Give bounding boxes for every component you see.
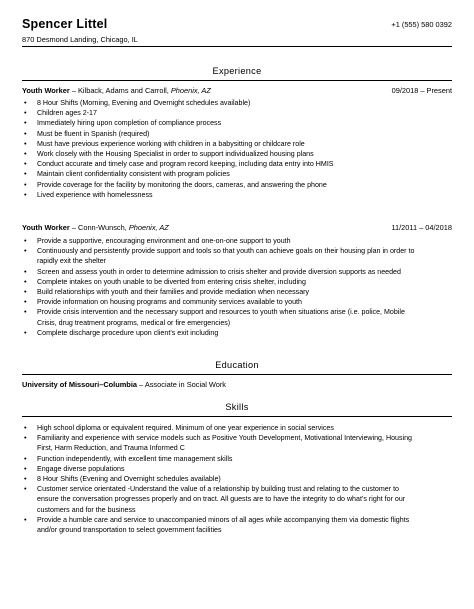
list-item: • 8 Hour Shifts (Morning, Evening and Overnight schedules available) (22, 98, 420, 108)
job-separator: – (69, 223, 78, 232)
list-item: • Function independently, with excellent time management skills (22, 454, 420, 464)
job-header (22, 86, 452, 96)
job-company: Conn-Wunsch, (78, 223, 129, 232)
list-item: • Complete intakes on youth unable to be diverted from entering crisis shelter, including (22, 277, 420, 287)
header-divider (22, 46, 452, 47)
job-location: Phoenix, AZ (128, 223, 169, 232)
job-title: Youth Worker (22, 86, 70, 95)
list-item: • Complete discharge procedure upon client’s exit including (22, 328, 420, 338)
list-item: • Provide a humble care and service to unaccompanied minors of all ages while accompanying them via domestic flights and/or ground transportation to select government facilities (22, 515, 420, 535)
job-company: Kilback, Adams and Carroll, (78, 86, 171, 95)
list-item: • Conduct accurate and timely case and program record keeping, including data entry into HMIS (22, 159, 420, 169)
list-item: • Build relationships with youth and their families and provide mediation when necessary (22, 287, 420, 297)
list-item: • Children ages 2-17 (22, 108, 420, 118)
job-bullet-list (22, 236, 420, 338)
list-item: • Maintain client confidentiality consistent with program policies (22, 169, 420, 179)
education-heading: Education (215, 360, 259, 370)
list-item: • Lived experience with homelessness (22, 190, 420, 200)
education-degree: Associate in Social Work (144, 380, 227, 389)
job-separator: – (69, 86, 78, 95)
job-dates: 11/2011 – 04/2018 (391, 223, 452, 232)
list-item: • Familiarity and experience with service models such as Positive Youth Development, Motivational Interviewing, Housing First, Harm Reduction, and Trauma Informed C (22, 433, 420, 453)
skills-divider (22, 416, 452, 417)
list-item: • Continuously and persistently provide support and tools so that youth can achieve goals on their housing plan in order to rapidly exit the shelter (22, 246, 420, 266)
list-item: • 8 Hour Shifts (Evening and Overnight schedules available) (22, 474, 420, 484)
education-school: University of Missouri–Columbia (22, 380, 137, 389)
job-header (22, 223, 452, 233)
education-divider (22, 374, 452, 375)
list-item: • Must be fluent in Spanish (required) (22, 129, 420, 139)
job-location: Phoenix, AZ (170, 86, 211, 95)
list-item: • Provide a supportive, encouraging environment and one-on-one support to youth (22, 236, 420, 246)
list-item: • Immediately hiring upon completion of compliance process (22, 118, 420, 128)
list-item: • Provide coverage for the facility by monitoring the doors, cameras, and answering the phone (22, 180, 420, 190)
list-item: • Provide crisis intervention and the necessary support and resources to youth when situations arise (i.e. police, Mobile Crisis, drug treatment programs, medical or fire emergencies) (22, 307, 420, 327)
skills-heading: Skills (225, 402, 249, 412)
list-item: • Engage diverse populations (22, 464, 420, 474)
list-item: • High school diploma or equivalent required. Minimum of one year experience in social services (22, 423, 420, 433)
job-title: Youth Worker (22, 223, 70, 232)
experience-heading: Experience (212, 66, 262, 76)
experience-divider (22, 80, 452, 81)
list-item: • Customer service orientated -Understand the value of a relationship by building trust and relating to the customer to ensure the conversation progresses properly and on tract. All guests are to have the integrity to do what’s right for our customers and for the business (22, 484, 420, 515)
education-entry (22, 380, 452, 389)
list-item: • Screen and assess youth in order to determine admission to crisis shelter and provide diversion supports as needed (22, 267, 420, 277)
job-dates: 09/2018 – Present (391, 86, 452, 95)
candidate-name: Spencer Littel (22, 17, 108, 31)
job-bullet-list (22, 98, 420, 200)
list-item: • Provide information on housing programs and community services available to youth (22, 297, 420, 307)
skills-list (22, 423, 420, 535)
phone-number: +1 (555) 580 0392 (391, 20, 452, 29)
candidate-address: 870 Desmond Landing, Chicago, IL (22, 35, 138, 44)
education-separator: – (137, 380, 145, 389)
list-item: • Work closely with the Housing Specialist in order to support individualized housing plans (22, 149, 420, 159)
list-item: • Must have previous experience working with children in a babysitting or childcare role (22, 139, 420, 149)
